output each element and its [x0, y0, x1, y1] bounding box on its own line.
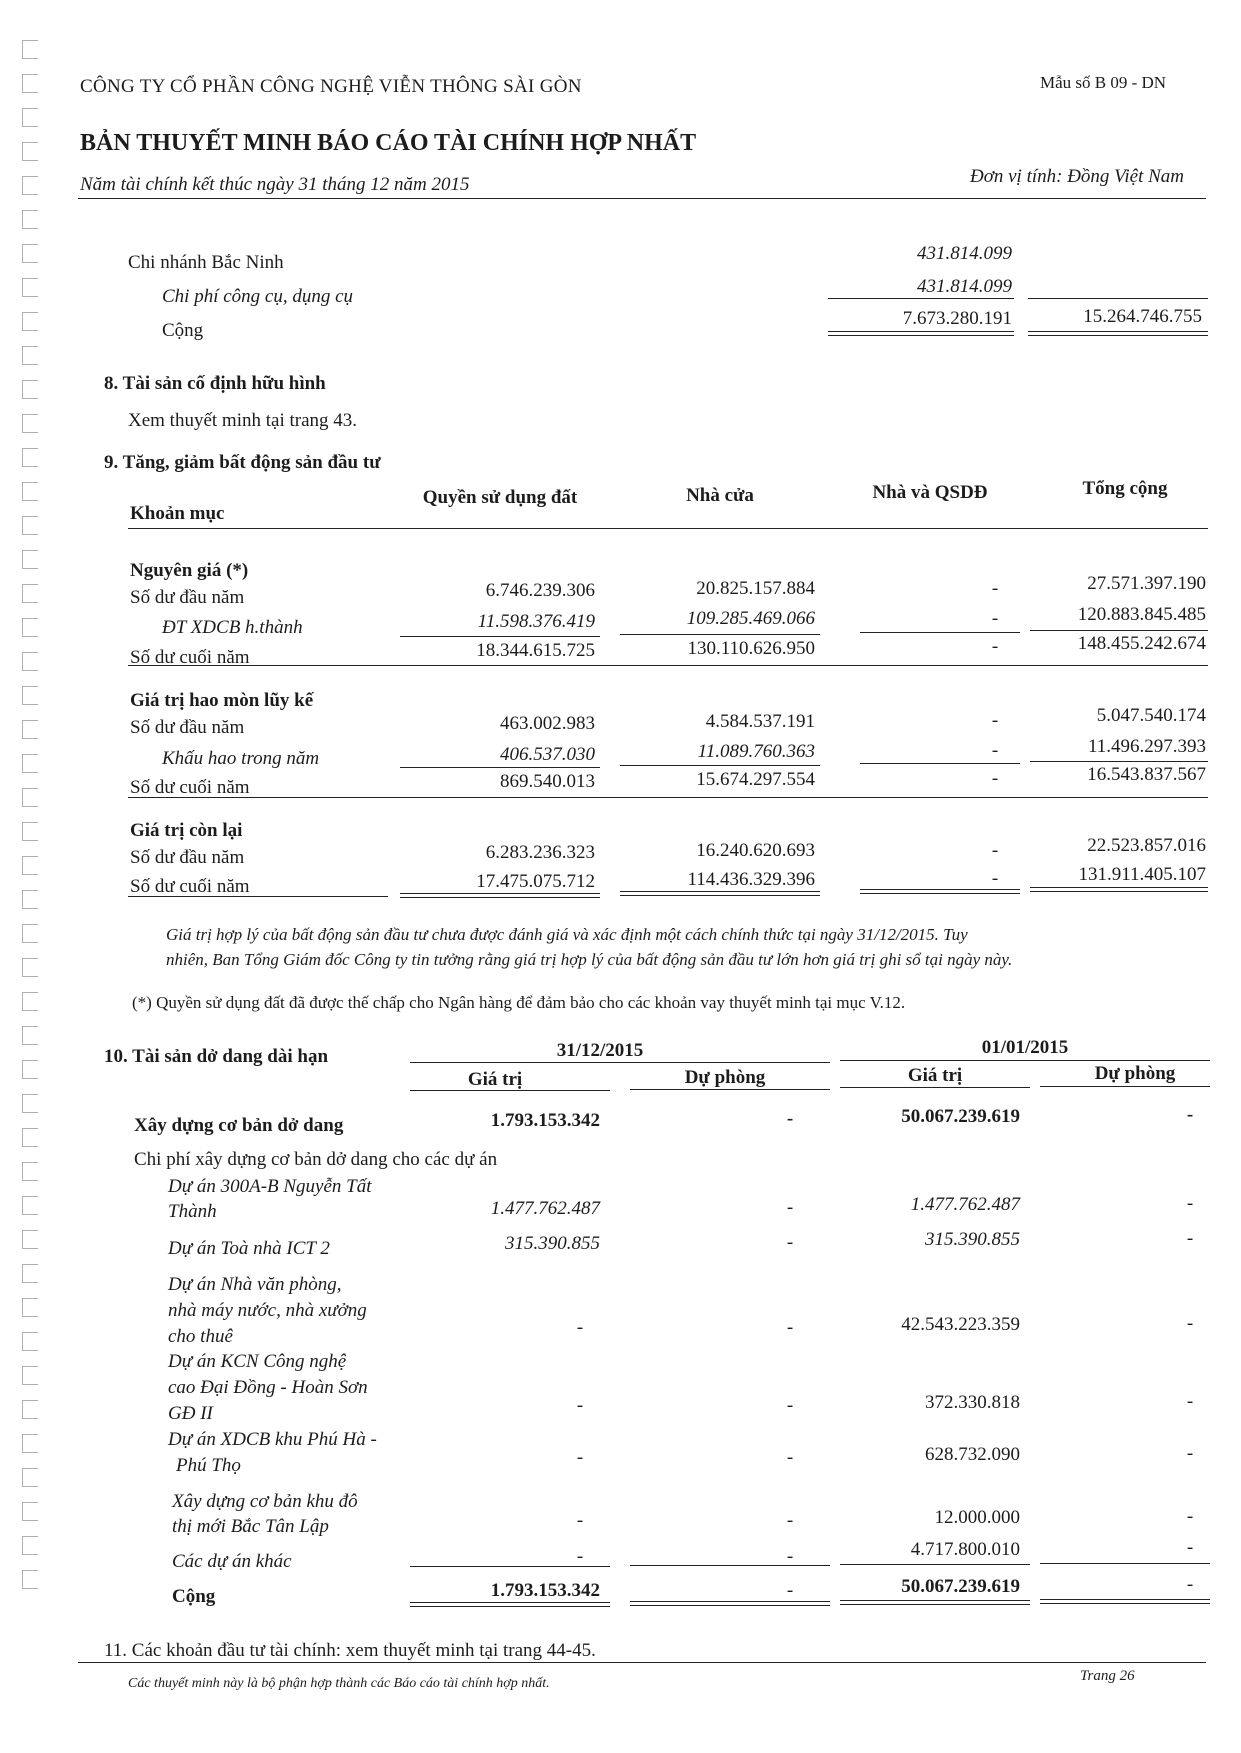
binder-holes: [22, 40, 38, 1604]
branch-value: 431.814.099: [917, 243, 1012, 264]
section-8-heading: 8. Tài sản cố định hữu hình: [104, 373, 326, 394]
project-value: 372.330.818: [925, 1392, 1020, 1413]
project-value: 1.477.762.487: [490, 1198, 600, 1219]
row-value: 18.344.615.725: [476, 640, 595, 661]
row-value: 109.285.469.066: [686, 608, 815, 629]
row-label: Số dư cuối năm: [130, 647, 250, 668]
table9-header-rule: [128, 528, 1208, 529]
project-value: -: [576, 1317, 584, 1338]
page-title: BẢN THUYẾT MINH BÁO CÁO TÀI CHÍNH HỢP NHẤT: [80, 130, 697, 156]
row-value: 130.110.626.950: [687, 638, 815, 659]
row-label: Số dư cuối năm: [130, 876, 250, 897]
project-value: -: [576, 1395, 584, 1416]
top-total-value-1: 7.673.280.191: [902, 308, 1012, 329]
sub-col-provision-1: Dự phòng: [684, 1067, 766, 1088]
cip-main-value: -: [786, 1108, 794, 1129]
project-label: Các dự án khác: [172, 1551, 292, 1572]
row-value: 16.240.620.693: [696, 840, 815, 861]
period-date-1: 31/12/2015: [556, 1040, 644, 1061]
sub-col-value-2: Giá trị: [907, 1065, 963, 1086]
project-label: Thành: [168, 1201, 217, 1222]
project-value: -: [576, 1510, 584, 1531]
project-value: -: [576, 1546, 584, 1567]
row-value: 120.883.845.485: [1077, 604, 1206, 625]
row-value: 406.537.030: [500, 744, 595, 765]
company-name: CÔNG TY CỔ PHẦN CÔNG NGHỆ VIỄN THÔNG SÀI GÒN: [80, 76, 582, 97]
row-value: 5.047.540.174: [1096, 705, 1206, 726]
row-value: 20.825.157.884: [696, 578, 815, 599]
row-value: 11.496.297.393: [1087, 736, 1206, 757]
row-value: -: [991, 840, 999, 861]
project-value: -: [576, 1447, 584, 1468]
row-value: 6.746.239.306: [485, 580, 595, 601]
report-period: Năm tài chính kết thúc ngày 31 tháng 12 năm 2015: [80, 174, 470, 195]
project-label: Xây dựng cơ bản khu đô: [172, 1491, 358, 1512]
row-value: 16.543.837.567: [1087, 764, 1206, 785]
project-label: Phú Thọ: [176, 1455, 241, 1476]
project-label: cho thuê: [168, 1326, 233, 1347]
project-label: Dự án 300A-B Nguyễn Tất: [168, 1176, 372, 1197]
project-value: -: [786, 1510, 794, 1531]
cip-total-label: Cộng: [172, 1586, 216, 1607]
row-value: 869.540.013: [500, 771, 595, 792]
row-value: -: [991, 740, 999, 761]
row-value: 17.475.075.712: [476, 871, 595, 892]
tools-value: 431.814.099: [917, 276, 1012, 297]
sub-col-provision-2: Dự phòng: [1094, 1063, 1176, 1084]
row-value: -: [991, 768, 999, 789]
top-total-label: Cộng: [162, 320, 204, 341]
project-value: 1.477.762.487: [910, 1194, 1020, 1215]
fair-value-note-line1: Giá trị hợp lý của bất động sản đầu tư chưa được đánh giá và xác định một cách chính thức tại ngày 31/12/2015. Tuy: [166, 925, 968, 944]
project-value: -: [1186, 1193, 1194, 1214]
row-value: 15.674.297.554: [696, 769, 815, 790]
row-value: 11.089.760.363: [697, 741, 815, 762]
row-value: 114.436.329.396: [687, 869, 815, 890]
row-value: -: [991, 608, 999, 629]
project-value: -: [786, 1197, 794, 1218]
project-value: -: [786, 1447, 794, 1468]
project-value: -: [1186, 1313, 1194, 1334]
footer-rule: [78, 1662, 1206, 1663]
section-9-heading: 9. Tăng, giảm bất động sản đầu tư: [104, 452, 381, 473]
fair-value-note-line2: nhiên, Ban Tổng Giám đốc Công ty tin tưởng rằng giá trị hợp lý của bất động sản đầu tư lớn hơn giá trị ghi sổ tại ngày này.: [166, 950, 1013, 969]
row-value: -: [991, 710, 999, 731]
cip-main-value: -: [1186, 1104, 1194, 1125]
project-label: Dự án XDCB khu Phú Hà -: [168, 1429, 377, 1450]
project-value: -: [786, 1546, 794, 1567]
section-11-text: 11. Các khoản đầu tư tài chính: xem thuyết minh tại trang 44-45.: [104, 1640, 596, 1661]
group-title: Nguyên giá (*): [130, 560, 249, 581]
row-label: Số dư cuối năm: [130, 777, 250, 798]
header-rule: [78, 198, 1206, 199]
project-label: GĐ II: [168, 1403, 213, 1424]
project-label: thị mới Bắc Tân Lập: [172, 1516, 329, 1537]
project-label: Dự án Nhà văn phòng,: [168, 1274, 342, 1295]
row-value: 27.571.397.190: [1087, 573, 1206, 594]
project-label: nhà máy nước, nhà xưởng: [168, 1300, 367, 1321]
section-8-text: Xem thuyết minh tại trang 43.: [128, 410, 358, 431]
row-label: Số dư đầu năm: [130, 847, 245, 868]
col-buildings-lur: Nhà và QSDĐ: [872, 482, 988, 503]
currency-unit: Đơn vị tính: Đồng Việt Nam: [970, 166, 1185, 187]
group-title: Giá trị hao mòn lũy kế: [130, 690, 314, 711]
row-value: 463.002.983: [500, 713, 595, 734]
row-value: -: [991, 868, 999, 889]
row-value: 148.455.242.674: [1077, 633, 1206, 654]
project-label: Dự án KCN Công nghệ: [168, 1351, 347, 1372]
cip-detail-label: Chi phí xây dựng cơ bản dở dang cho các dự án: [134, 1149, 498, 1170]
row-value: 4.584.537.191: [705, 711, 815, 732]
row-value: -: [991, 578, 999, 599]
project-label: cao Đại Đồng - Hoàn Sơn: [168, 1377, 368, 1398]
project-value: -: [1186, 1443, 1194, 1464]
row-label: ĐT XDCB h.thành: [162, 617, 303, 638]
branch-label: Chi nhánh Bắc Ninh: [128, 252, 284, 273]
form-code: Mẫu số B 09 - DN: [1040, 73, 1167, 92]
project-value: -: [786, 1395, 794, 1416]
group-title: Giá trị còn lại: [130, 820, 243, 841]
project-value: 42.543.223.359: [901, 1314, 1020, 1335]
cip-main-label: Xây dựng cơ bản dở dang: [134, 1115, 344, 1136]
project-value: -: [1186, 1506, 1194, 1527]
project-label: Dự án Toà nhà ICT 2: [168, 1238, 330, 1259]
group-rule: [128, 797, 1208, 798]
row-value: 11.598.376.419: [477, 611, 595, 632]
col-total: Tổng cộng: [1082, 478, 1168, 499]
sub-col-value-1: Giá trị: [467, 1069, 523, 1090]
row-value: 6.283.236.323: [485, 842, 595, 863]
cip-total-value: 1.793.153.342: [490, 1580, 600, 1601]
project-value: 315.390.855: [505, 1233, 600, 1254]
period-date-2: 01/01/2015: [981, 1037, 1069, 1058]
project-value: 315.390.855: [925, 1229, 1020, 1250]
project-value: -: [1186, 1537, 1194, 1558]
row-value: 22.523.857.016: [1087, 835, 1206, 856]
project-value: 628.732.090: [925, 1444, 1020, 1465]
col-item: Khoản mục: [130, 503, 225, 524]
cip-total-value: 50.067.239.619: [901, 1576, 1020, 1597]
group-rule: [128, 665, 1208, 666]
project-value: -: [786, 1232, 794, 1253]
row-label: Khấu hao trong năm: [162, 748, 320, 769]
cip-main-value: 50.067.239.619: [901, 1106, 1020, 1127]
tools-label: Chi phí công cụ, dụng cụ: [162, 286, 354, 307]
cip-main-value: 1.793.153.342: [490, 1110, 600, 1131]
col-buildings: Nhà cửa: [686, 485, 754, 506]
row-value: 131.911.405.107: [1078, 864, 1206, 885]
project-value: -: [1186, 1228, 1194, 1249]
top-total-value-2: 15.264.746.755: [1083, 306, 1202, 327]
cip-total-value: -: [786, 1580, 794, 1601]
col-land-use-rights: Quyền sử dụng đất: [422, 487, 578, 508]
row-label: Số dư đầu năm: [130, 717, 245, 738]
mortgage-footnote: (*) Quyền sử dụng đất đã được thế chấp cho Ngân hàng để đảm bảo cho các khoản vay thuyết minh tại mục V.12.: [132, 993, 906, 1012]
project-value: 4.717.800.010: [910, 1539, 1020, 1560]
footer-note: Các thuyết minh này là bộ phận hợp thành các Báo cáo tài chính hợp nhất.: [128, 1676, 550, 1691]
project-value: 12.000.000: [934, 1507, 1020, 1528]
project-value: -: [786, 1317, 794, 1338]
section-10-heading: 10. Tài sản dở dang dài hạn: [104, 1046, 329, 1067]
cip-total-value: -: [1186, 1574, 1194, 1595]
row-label: Số dư đầu năm: [130, 587, 245, 608]
row-value: -: [991, 636, 999, 657]
project-value: -: [1186, 1391, 1194, 1412]
page-number: Trang 26: [1080, 1668, 1135, 1684]
